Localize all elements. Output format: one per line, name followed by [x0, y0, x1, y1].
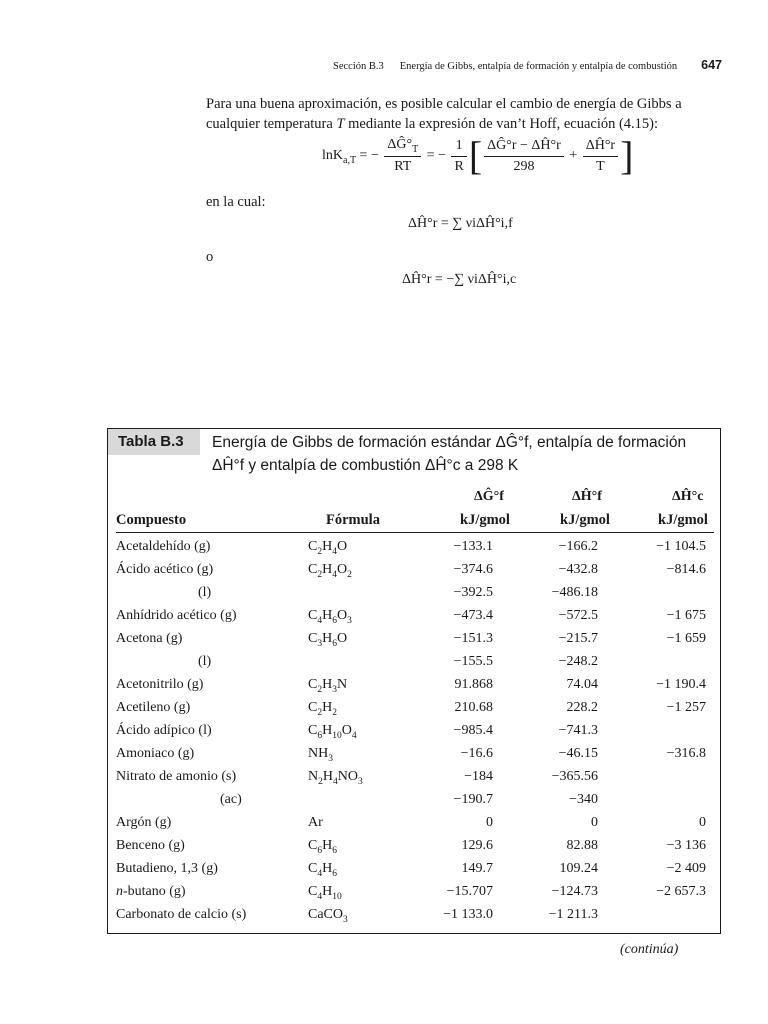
table-row [108, 631, 720, 654]
enthalpy-formation-value: −215.7 [558, 631, 598, 646]
gibbs-value: −133.1 [453, 539, 493, 554]
table-row [108, 907, 720, 930]
enthalpy-combustion-value: −1 190.4 [656, 677, 706, 692]
enthalpy-formation-value: −365.56 [551, 769, 598, 784]
gibbs-value: 0 [486, 815, 493, 830]
fraction-gt-rt: $\frac{\Delta Ĝ^\circ_T}{RT}$ [384, 137, 421, 176]
compound-name: n-butano (g) [116, 884, 186, 899]
enthalpy-combustion-value: −814.6 [666, 562, 706, 577]
intro-line-1: Para una buena aproximación, es posible calcular el cambio de energía de Gibbs a [206, 96, 682, 112]
compound-formula: $N_2H_4NO_3$ [308, 769, 363, 787]
vant-hoff-equation: lnK$_{a,T}$ = − $\frac{\Delta Ĝ^\circ_T}{RT}$ = − $\frac{1}{R}$ [ $\frac{\Delta Ĝ^\circ r - \Delta Ĥ^\circ r}{298}$ + $\frac{\Delta Ĥ^\circ r}{T}$ ] [322, 133, 634, 178]
gibbs-value: −16.6 [460, 746, 493, 761]
continua-note: (continúa) [620, 942, 679, 957]
compound-formula: $NH_3$ [308, 746, 333, 764]
en-la-cual: en la cual: [206, 194, 266, 210]
compound-name: (ac) [220, 792, 242, 807]
enthalpy-formation-value: 0 [591, 815, 598, 830]
gibbs-value: −985.4 [453, 723, 493, 738]
enthalpy-combustion-value: −316.8 [666, 746, 706, 761]
section-label: Sección B.3 [333, 61, 384, 72]
enthalpy-formation-value: −248.2 [558, 654, 598, 669]
enthalpy-combustion-value: 0 [699, 815, 706, 830]
page-number: 647 [701, 58, 722, 72]
enthalpy-formation-value: −340 [569, 792, 598, 807]
section-title: Energía de Gibbs, entalpía de formación y entalpía de combustión [399, 61, 678, 72]
combustion-equation: ΔĤ°r = −∑ νiΔĤ°i,c [402, 272, 517, 287]
gibbs-value: −190.7 [453, 792, 493, 807]
col-c-symbol: ΔĤ°c [672, 489, 704, 504]
fraction-diff-298: $\frac{\Delta Ĝ^\circ r - \Delta Ĥ^\circ r}{298}$ [484, 138, 564, 175]
intro-line-2: cualquier temperatura T mediante la expresión de van’t Hoff, ecuación (4.15): [206, 116, 659, 132]
compound-name: (l) [198, 585, 212, 600]
table-row [108, 746, 720, 769]
table-row [108, 815, 720, 838]
gibbs-value: 91.868 [454, 677, 493, 692]
compound-formula: $C_2H_2$ [308, 700, 337, 718]
enthalpy-combustion-value: −3 136 [666, 838, 706, 853]
table-row [108, 608, 720, 631]
compound-formula: $C_6H_6$ [308, 838, 337, 856]
enthalpy-formation-value: −46.15 [558, 746, 598, 761]
table-label: Tabla B.3 [108, 429, 200, 455]
enthalpy-formation-value: −572.5 [558, 608, 598, 623]
enthalpy-formation-value: −166.2 [558, 539, 598, 554]
compound-name: Amoniaco (g) [116, 746, 195, 761]
running-header [290, 58, 722, 72]
intro-paragraph [206, 94, 724, 134]
gibbs-value: −473.4 [453, 608, 493, 623]
compound-formula: Ar [308, 815, 323, 830]
table-b3 [107, 428, 721, 934]
compound-formula: $C_4H_{10}$ [308, 884, 342, 902]
left-bracket: [ [468, 133, 483, 178]
gibbs-value: −392.5 [453, 585, 493, 600]
compound-name: Butadieno, 1,3 (g) [116, 861, 218, 876]
compound-name: Acetaldehído (g) [116, 539, 211, 554]
compound-name: Benceno (g) [116, 838, 185, 853]
gibbs-value: −155.5 [453, 654, 493, 669]
enthalpy-formation-value: −741.3 [558, 723, 598, 738]
header-rule [116, 532, 714, 533]
enthalpy-formation-value: −124.73 [551, 884, 598, 899]
compound-formula: $C_2H_4O$ [308, 539, 348, 557]
col-h-symbol: ΔĤ°f [572, 489, 602, 504]
compound-name: Carbonato de calcio (s) [116, 907, 247, 922]
formation-equation: ΔĤ°r = ∑ νiΔĤ°i,f [408, 216, 513, 231]
compound-formula: $C_4H_6O_3$ [308, 608, 352, 626]
compound-name: (l) [198, 654, 212, 669]
enthalpy-combustion-value: −2 409 [666, 861, 706, 876]
enthalpy-combustion-value: −1 257 [666, 700, 706, 715]
compound-formula: $C_2H_3N$ [308, 677, 348, 695]
enthalpy-formation-value: −432.8 [558, 562, 598, 577]
table-row [108, 539, 720, 562]
gibbs-value: 129.6 [461, 838, 493, 853]
table-row [108, 884, 720, 907]
enthalpy-formation-value: −1 211.3 [548, 907, 598, 922]
enthalpy-formation-value: −486.18 [551, 585, 598, 600]
compound-name: Acetileno (g) [116, 700, 191, 715]
compound-name: Argón (g) [116, 815, 172, 830]
enthalpy-formation-value: 82.88 [566, 838, 598, 853]
fraction-one-r: $\frac{1}{R}$ [451, 138, 466, 175]
enthalpy-combustion-value: −2 657.3 [656, 884, 706, 899]
table-row [108, 562, 720, 585]
gibbs-value: 210.68 [454, 700, 493, 715]
enthalpy-combustion-value: −1 659 [666, 631, 706, 646]
compound-name: Acetonitrilo (g) [116, 677, 204, 692]
enthalpy-combustion-value: −1 104.5 [656, 539, 706, 554]
compound-formula: $C_2H_4O_2$ [308, 562, 352, 580]
compound-formula: CaCO$_3$ [308, 907, 348, 925]
table-row [108, 769, 720, 792]
fraction-hr-t: $\frac{\Delta Ĥ^\circ r}{T}$ [583, 138, 618, 175]
table-row [108, 723, 720, 746]
col-g-unit: kJ/gmol [460, 512, 510, 528]
gibbs-value: −151.3 [453, 631, 493, 646]
enthalpy-formation-value: 109.24 [559, 861, 598, 876]
compound-formula: $C_4H_6$ [308, 861, 337, 879]
compound-name: Nitrato de amonio (s) [116, 769, 237, 784]
compound-name: Ácido acético (g) [116, 562, 214, 577]
table-row [108, 700, 720, 723]
gibbs-value: −374.6 [453, 562, 493, 577]
table-row [108, 838, 720, 861]
enthalpy-formation-value: 228.2 [566, 700, 598, 715]
gibbs-value: −184 [464, 769, 493, 784]
connector-o: o [206, 249, 214, 265]
gibbs-value: −15.707 [446, 884, 493, 899]
table-row [108, 861, 720, 884]
table-row [108, 654, 720, 677]
col-g-symbol: ΔĜ°f [474, 489, 504, 504]
col-formula: Fórmula [326, 512, 380, 528]
gibbs-value: 149.7 [461, 861, 493, 876]
table-title: Energía de Gibbs de formación estándar ΔĜ°f, entalpía de formación ΔĤ°f y entalpía de combustión ΔĤ°c a 298 K [212, 434, 687, 474]
col-compuesto: Compuesto [116, 512, 187, 528]
table-row [108, 585, 720, 608]
enthalpy-formation-value: 74.04 [566, 677, 598, 692]
compound-name: Acetona (g) [116, 631, 183, 646]
enthalpy-combustion-value: −1 675 [666, 608, 706, 623]
table-row [108, 677, 720, 700]
table-row [108, 792, 720, 815]
col-h-unit: kJ/gmol [560, 512, 610, 528]
compound-name: Ácido adípico (l) [116, 723, 212, 738]
compound-formula: $C_6H_{10}O_4$ [308, 723, 357, 741]
right-bracket: ] [620, 133, 634, 178]
compound-formula: $C_3H_6O$ [308, 631, 348, 649]
compound-name: Anhídrido acético (g) [116, 608, 237, 623]
gibbs-value: −1 133.0 [443, 907, 493, 922]
col-c-unit: kJ/gmol [658, 512, 708, 528]
table-title-row [108, 429, 720, 481]
